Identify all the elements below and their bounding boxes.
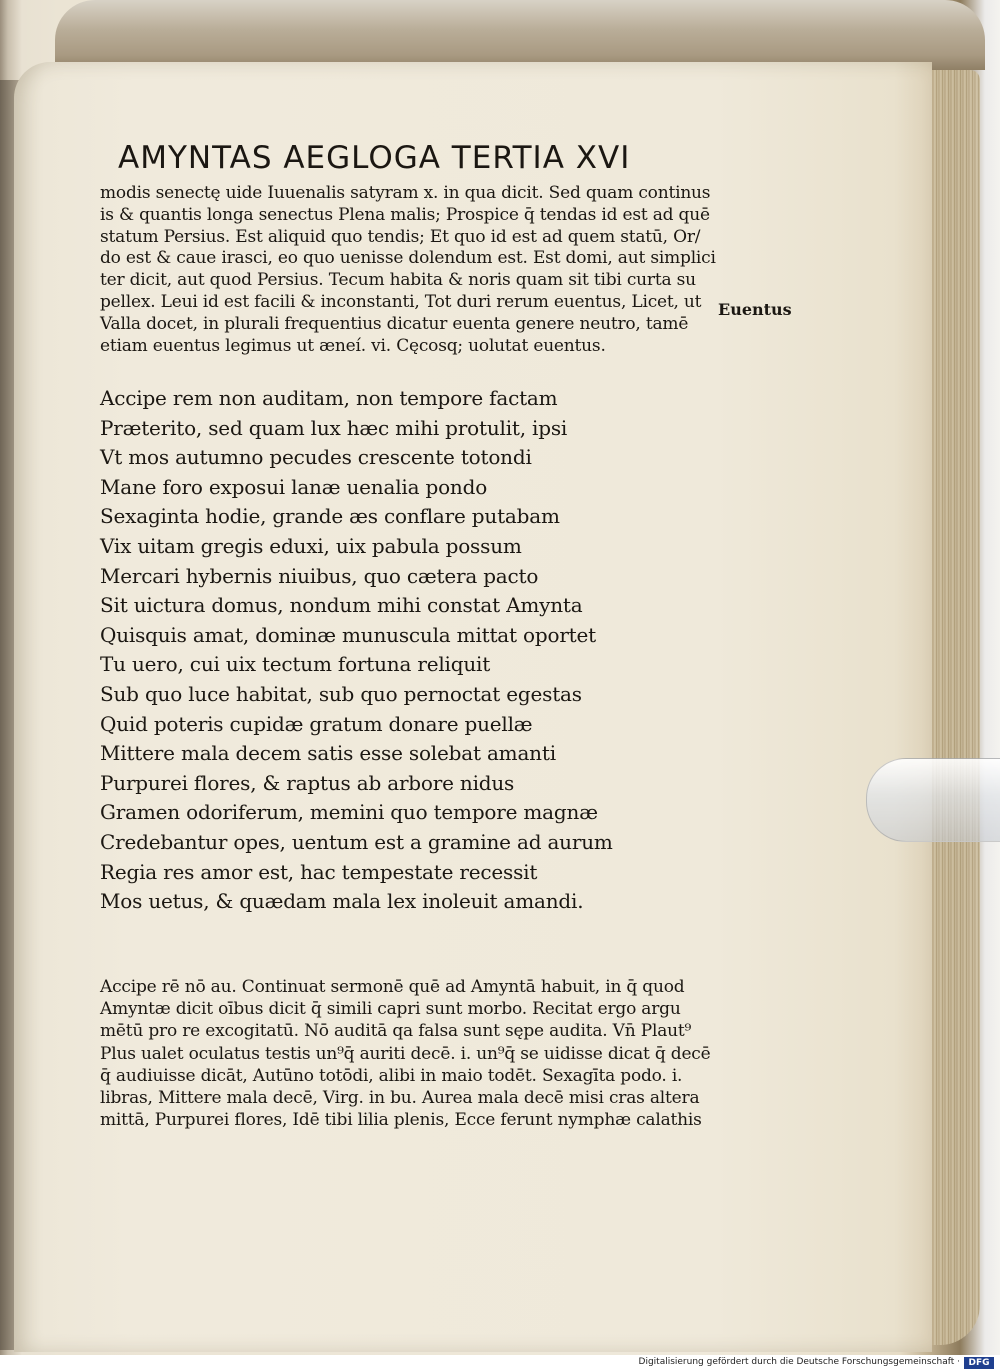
commentary-line: libras, Mittere mala decē, Virg. in bu. Aurea mala decē misi cras altera (100, 1088, 700, 1108)
commentary-line: ter dicit, aut quod Persius. Tecum habita & noris quam sit tibi curta su (100, 270, 696, 291)
commentary-line: etiam euentus legimus ut æneí. vi. Cęcosq; uolutat euentus. (100, 335, 606, 356)
verse-line: Quisquis amat, dominæ munuscula mittat oportet (100, 622, 596, 647)
verse-line: Mos uetus, & quædam mala lex inoleuit amandi. (100, 889, 584, 914)
dfg-logo: DFG (964, 1357, 994, 1369)
verse-line: Mercari hybernis niuibus, quo cætera pacto (100, 563, 539, 588)
verse-line: Regia res amor est, hac tempestate recessit (100, 859, 538, 884)
marginal-note: Euentus (718, 300, 792, 319)
running-head: AMYNTAS AEGLOGA TERTIA XVI (118, 140, 631, 176)
verse-line: Vix uitam gregis eduxi, uix pabula possum (100, 534, 522, 558)
commentary-line: Valla docet, in plurali frequentius dicatur euenta genere neutro, tamē (100, 313, 689, 334)
verse-line: Accipe rem non auditam, non tempore factam (100, 386, 558, 410)
commentary-line: Plus ualet oculatus testis un⁹q̄ auriti decē. i. un⁹q̄ se uidisse dicat q̄ decē (100, 1043, 711, 1064)
verse-line: Quid poteris cupidæ gratum donare puellæ (100, 711, 533, 736)
verse-line: Gramen odoriferum, memini quo tempore magnæ (100, 800, 598, 825)
commentary-line: Amyntæ dicit oībus dicit q̄ simili capri sunt morbo. Recitat ergo argu (100, 999, 681, 1020)
verse-line: Præterito, sed quam lux hæc mihi protulit, ipsi (100, 415, 568, 440)
commentary-line: do est & caue irasci, eo quo uenisse dolendum est. Est domi, aut simplici (100, 248, 716, 269)
book-fore-edge (925, 70, 980, 1345)
commentary-line: mittā, Purpurei flores, Idē tibi lilia plenis, Ecce ferunt nymphæ calathis (100, 1110, 702, 1131)
commentary-line: q̄ audiuisse dicāt, Autūno totōdi, alibi in maio todēt. Sexagīta podo. i. (100, 1065, 683, 1086)
verse-line: Purpurei flores, & raptus ab arbore nidus (100, 770, 515, 795)
page-clip (866, 758, 1000, 842)
commentary-line: Accipe rē nō au. Continuat sermonē quē ad Amyntā habuit, in q̄ quod (100, 977, 685, 997)
commentary-line: pellex. Leui id est facili & inconstanti, Tot duri rerum euentus, Licet, ut (100, 292, 702, 312)
verse-line: Mane foro exposui lanæ uenalia pondo (100, 474, 488, 499)
verse-line: Sexaginta hodie, grande æs conflare putabam (100, 504, 560, 529)
verse-line: Credebantur opes, uentum est a gramine ad aurum (100, 830, 613, 854)
verse-line: Sit uictura domus, nondum mihi constat Amynta (100, 593, 583, 618)
verse-line: Mittere mala decem satis esse solebat amanti (100, 741, 556, 766)
verse-line: Tu uero, cui uix tectum fortuna reliquit (100, 652, 491, 677)
digitization-credit: Digitalisierung gefördert durch die Deutsche Forschungsgemeinschaft · (638, 1357, 960, 1367)
verse-line: Vt mos autumno pecudes crescente totondi (100, 445, 532, 470)
commentary-line: modis senectę uide Iuuenalis satyram x. in qua dicit. Sed quam continus (100, 183, 711, 203)
commentary-line: mētū pro re excogitatū. Nō auditā qa falsa sunt sępe audita. Vn̄ Plaut⁹ (100, 1021, 692, 1042)
commentary-line: is & quantis longa senectus Plena malis; Prospice q̄ tendas id est ad quē (100, 204, 710, 225)
book-top-edge (55, 0, 985, 70)
verse-line: Sub quo luce habitat, sub quo pernoctat egestas (100, 682, 582, 706)
commentary-line: statum Persius. Est aliquid quo tendis; Et quo id est ad quem statū, Or/ (100, 226, 701, 247)
